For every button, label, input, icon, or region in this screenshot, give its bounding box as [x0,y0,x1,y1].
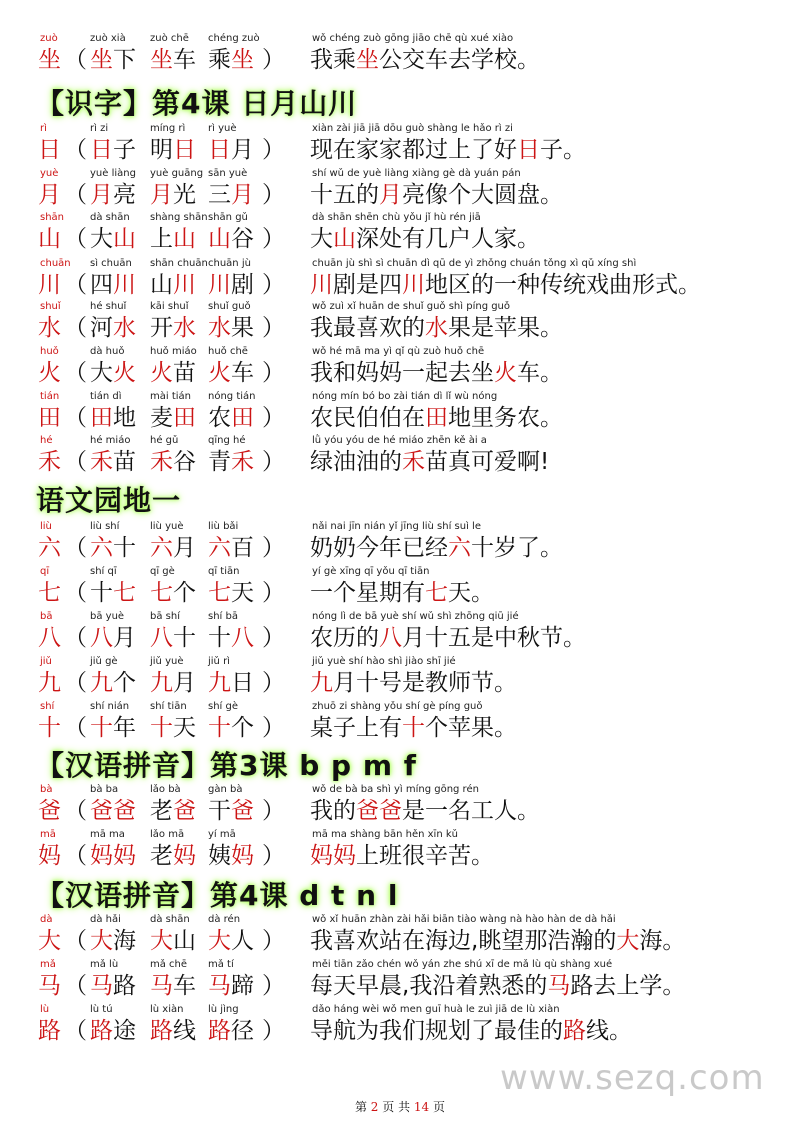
char-pinyin: rì [40,123,47,134]
word-pinyin: rì yuè [208,123,237,134]
word-pinyin: mǎ tí [208,959,234,970]
word-pinyin: huǒ miáo [150,346,197,357]
close-paren: ） [262,928,285,954]
sentence-pinyin: shí wǔ de yuè liàng xiàng gè dà yuán pán [312,168,521,179]
close-paren: ） [262,272,285,298]
close-paren: ） [262,973,285,999]
close-paren: ） [262,535,285,561]
open-paren: （ [64,670,87,696]
close-paren: ） [262,47,285,73]
char-pinyin: tián [40,391,60,402]
word-pinyin: rì zi [90,123,109,134]
open-paren: （ [64,449,87,475]
word-pinyin: lù xiàn [150,1004,184,1015]
word-pinyin: chuān jù [208,258,251,269]
char-hanzi: 七 [38,580,61,606]
char-pinyin: bā [40,611,53,622]
word-hanzi: 十八 [208,625,254,651]
word-hanzi: 大山 [150,928,196,954]
char-hanzi: 禾 [38,449,61,475]
word-hanzi: 马车 [150,973,196,999]
close-paren: ） [262,670,285,696]
site-watermark: www.sezq.com [500,1058,765,1098]
word-hanzi: 禾谷 [150,449,196,475]
open-paren: （ [64,1018,87,1044]
word-pinyin: zuò xià [90,33,126,44]
close-paren: ） [262,715,285,741]
word-hanzi: 坐车 [150,47,196,73]
word-hanzi: 姨妈 [208,843,254,869]
word-pinyin: tián dì [90,391,122,402]
word-hanzi: 四川 [90,272,136,298]
open-paren: （ [64,843,87,869]
footer-suffix: 页 [433,1100,446,1114]
close-paren: ） [262,625,285,651]
sentence-hanzi: 现在家家都过上了好日子。 [310,137,586,163]
char-hanzi: 月 [38,182,61,208]
sentence-pinyin: wǒ de bà ba shì yì míng gōng rén [312,784,479,795]
section-heading: 【汉语拼音】第4课 d t n l [36,879,399,912]
sentence-hanzi: 我最喜欢的水果是苹果。 [310,315,563,341]
open-paren: （ [64,715,87,741]
char-pinyin: lù [40,1004,50,1015]
word-hanzi: 六百 [208,535,254,561]
close-paren: ） [262,226,285,252]
sentence-hanzi: 导航为我们规划了最佳的路线。 [310,1018,632,1044]
open-paren: （ [64,405,87,431]
char-hanzi: 川 [38,272,61,298]
sentence-pinyin: wǒ xǐ huān zhàn zài hǎi biān tiào wàng nà hào hàn de dà hǎi [312,914,616,925]
word-hanzi: 马蹄 [208,973,254,999]
word-pinyin: shí bā [208,611,238,622]
close-paren: ） [262,1018,285,1044]
section-heading: 【识字】第4课 日月山川 [36,87,358,120]
close-paren: ） [262,580,285,606]
vocab-entry [0,828,800,872]
vocab-entry [0,565,800,609]
vocab-entry [0,122,800,166]
word-hanzi: 上山 [150,226,196,252]
sentence-pinyin: dà shān shēn chù yǒu jǐ hù rén jiā [312,212,481,223]
word-hanzi: 十个 [208,715,254,741]
word-pinyin: shān chuān [150,258,208,269]
word-pinyin: zuò chē [150,33,189,44]
sentence-pinyin: wǒ zuì xǐ huān de shuǐ guǒ shì píng guǒ [312,301,511,312]
close-paren: ） [262,137,285,163]
word-hanzi: 九个 [90,670,136,696]
word-hanzi: 路线 [150,1018,196,1044]
char-hanzi: 水 [38,315,61,341]
close-paren: ） [262,798,285,824]
word-pinyin: nóng tián [208,391,256,402]
open-paren: （ [64,798,87,824]
word-hanzi: 明日 [150,137,196,163]
word-pinyin: shuǐ guǒ [208,301,251,312]
char-hanzi: 十 [38,715,61,741]
word-pinyin: yuè liàng [90,168,136,179]
sentence-pinyin: chuān jù shì sì chuān dì qū de yì zhǒng chuán tǒng xì qǔ xíng shì [312,258,637,269]
vocab-entry [0,390,800,434]
word-hanzi: 九日 [208,670,254,696]
vocab-entry [0,520,800,564]
word-pinyin: qī tiān [208,566,240,577]
word-hanzi: 河水 [90,315,136,341]
page-number: 2 [370,1100,379,1114]
word-pinyin: dà shān [90,212,130,223]
word-hanzi: 山川 [150,272,196,298]
char-hanzi: 九 [38,670,61,696]
word-pinyin: mǎ chē [150,959,188,970]
sentence-hanzi: 农历的八月十五是中秋节。 [310,625,586,651]
word-hanzi: 八月 [90,625,136,651]
word-hanzi: 青禾 [208,449,254,475]
char-hanzi: 六 [38,535,61,561]
word-hanzi: 农田 [208,405,254,431]
sentence-pinyin: xiàn zài jiā jiā dōu guò shàng le hǎo rì zi [312,123,513,134]
word-hanzi: 大山 [90,226,136,252]
vocab-entry [0,32,800,76]
word-pinyin: mài tián [150,391,191,402]
char-hanzi: 火 [38,360,61,386]
word-pinyin: shí qī [90,566,117,577]
word-pinyin: gàn bà [208,784,243,795]
word-hanzi: 九月 [150,670,196,696]
footer-prefix: 第 [354,1100,367,1114]
word-hanzi: 三月 [208,182,254,208]
word-hanzi: 老爸 [150,798,196,824]
word-hanzi: 坐下 [90,47,136,73]
word-pinyin: hé shuǐ [90,301,127,312]
sentence-pinyin: zhuō zi shàng yǒu shí gè píng guǒ [312,701,483,712]
char-hanzi: 路 [38,1018,61,1044]
open-paren: （ [64,315,87,341]
sentence-pinyin: wǒ chéng zuò gōng jiāo chē qù xué xiào [312,33,514,44]
word-hanzi: 麦田 [150,405,196,431]
sentence-hanzi: 农民伯伯在田地里务农。 [310,405,563,431]
word-hanzi: 大人 [208,928,254,954]
close-paren: ） [262,843,285,869]
char-hanzi: 马 [38,973,61,999]
page-footer [0,1098,800,1115]
char-hanzi: 田 [38,405,61,431]
sentence-hanzi: 大山深处有几户人家。 [310,226,540,252]
sentence-hanzi: 十五的月亮像个大圆盘。 [310,182,563,208]
word-hanzi: 开水 [150,315,196,341]
word-pinyin: mǎ lù [90,959,119,970]
word-pinyin: bà ba [90,784,119,795]
word-pinyin: yuè guāng [150,168,204,179]
char-pinyin: zuò [40,33,58,44]
word-hanzi: 川剧 [208,272,254,298]
sentence-hanzi: 川剧是四川地区的一种传统戏曲形式。 [310,272,701,298]
word-pinyin: jiǔ rì [208,656,230,667]
word-hanzi: 日月 [208,137,254,163]
word-pinyin: lǎo bà [150,784,181,795]
open-paren: （ [64,272,87,298]
sentence-pinyin: dǎo háng wèi wǒ men guī huà le zuì jiā de lù xiàn [312,1004,560,1015]
word-hanzi: 月光 [150,182,196,208]
word-pinyin: liù yuè [150,521,184,532]
word-pinyin: bā yuè [90,611,125,622]
word-pinyin: huǒ chē [208,346,248,357]
vocab-entry [0,167,800,211]
char-pinyin: dà [40,914,53,925]
sentence-pinyin: jiǔ yuè shí hào shì jiào shī jié [312,656,456,667]
footer-middle: 页 共 [382,1100,411,1114]
sentence-pinyin: měi tiān zǎo chén wǒ yán zhe shú xī de mǎ lù qù shàng xué [312,959,613,970]
word-pinyin: qīng hé [208,435,246,446]
char-pinyin: shuǐ [40,301,61,312]
word-pinyin: hé miáo [90,435,131,446]
word-pinyin: dà huǒ [90,346,125,357]
word-hanzi: 十七 [90,580,136,606]
word-hanzi: 日子 [90,137,136,163]
word-pinyin: kāi shuǐ [150,301,189,312]
sentence-hanzi: 妈妈上班很辛苦。 [310,843,494,869]
word-pinyin: bā shí [150,611,180,622]
open-paren: （ [64,47,87,73]
word-pinyin: shí gè [208,701,239,712]
sentence-pinyin: lǜ yóu yóu de hé miáo zhēn kě ài a [312,435,487,446]
sentence-pinyin: yí gè xīng qī yǒu qī tiān [312,566,430,577]
close-paren: ） [262,405,285,431]
sentence-pinyin: nóng mín bó bo zài tián dì lǐ wù nóng [312,391,498,402]
word-pinyin: lǎo mā [150,829,185,840]
word-pinyin: míng rì [150,123,186,134]
char-hanzi: 坐 [38,47,61,73]
sentence-hanzi: 我的爸爸是一名工人。 [310,798,540,824]
sentence-hanzi: 每天早晨,我沿着熟悉的马路去上学。 [310,973,686,999]
vocab-entry [0,257,800,301]
vocab-entry [0,783,800,827]
word-pinyin: shān gǔ [208,212,248,223]
char-hanzi: 山 [38,226,61,252]
char-pinyin: huǒ [40,346,59,357]
word-pinyin: mā ma [90,829,125,840]
word-pinyin: sān yuè [208,168,248,179]
word-hanzi: 爸爸 [90,798,136,824]
word-hanzi: 大火 [90,360,136,386]
word-hanzi: 月亮 [90,182,136,208]
word-pinyin: yí mā [208,829,236,840]
open-paren: （ [64,137,87,163]
vocab-entry [0,1003,800,1047]
vocab-entry [0,345,800,389]
word-hanzi: 干爸 [208,798,254,824]
word-pinyin: lù jìng [208,1004,239,1015]
word-hanzi: 火苗 [150,360,196,386]
char-hanzi: 妈 [38,843,61,869]
open-paren: （ [64,625,87,651]
word-pinyin: dà rén [208,914,241,925]
char-pinyin: shān [40,212,65,223]
close-paren: ） [262,182,285,208]
char-pinyin: shí [40,701,55,712]
word-hanzi: 禾苗 [90,449,136,475]
word-hanzi: 田地 [90,405,136,431]
word-pinyin: chéng zuò [208,33,260,44]
word-pinyin: jiǔ gè [90,656,118,667]
open-paren: （ [64,973,87,999]
word-hanzi: 水果 [208,315,254,341]
word-pinyin: shàng shān [150,212,208,223]
word-hanzi: 妈妈 [90,843,136,869]
vocab-entry [0,211,800,255]
section-heading: 【汉语拼音】第3课 b p m f [36,749,417,782]
section-heading: 语文园地一 [36,484,182,517]
close-paren: ） [262,360,285,386]
word-hanzi: 老妈 [150,843,196,869]
word-pinyin: liù shí [90,521,120,532]
word-hanzi: 火车 [208,360,254,386]
char-hanzi: 爸 [38,798,61,824]
word-hanzi: 十天 [150,715,196,741]
char-pinyin: yuè [40,168,59,179]
open-paren: （ [64,535,87,561]
word-pinyin: dà shān [150,914,190,925]
char-pinyin: mǎ [40,959,56,970]
sentence-pinyin: mā ma shàng bān hěn xīn kǔ [312,829,458,840]
sentence-hanzi: 一个星期有七天。 [310,580,494,606]
page-total: 14 [413,1100,430,1114]
close-paren: ） [262,315,285,341]
char-pinyin: liù [40,521,52,532]
sentence-hanzi: 九月十号是教师节。 [310,670,517,696]
word-hanzi: 马路 [90,973,136,999]
sentence-hanzi: 奶奶今年已经六十岁了。 [310,535,563,561]
vocab-entry [0,913,800,957]
sentence-pinyin: nǎi nai jīn nián yǐ jīng liù shí suì le [312,521,481,532]
word-hanzi: 乘坐 [208,47,254,73]
word-hanzi: 七天 [208,580,254,606]
open-paren: （ [64,182,87,208]
sentence-hanzi: 桌子上有十个苹果。 [310,715,517,741]
word-hanzi: 七个 [150,580,196,606]
sentence-hanzi: 我乘坐公交车去学校。 [310,47,540,73]
sentence-hanzi: 我和妈妈一起去坐火车。 [310,360,563,386]
word-pinyin: shí nián [90,701,130,712]
word-hanzi: 路径 [208,1018,254,1044]
open-paren: （ [64,226,87,252]
open-paren: （ [64,360,87,386]
sentence-hanzi: 绿油油的禾苗真可爱啊! [310,449,550,475]
open-paren: （ [64,580,87,606]
word-pinyin: jiǔ yuè [150,656,184,667]
word-hanzi: 六月 [150,535,196,561]
word-hanzi: 十年 [90,715,136,741]
char-pinyin: mā [40,829,56,840]
char-pinyin: hé [40,435,53,446]
vocab-entry [0,655,800,699]
open-paren: （ [64,928,87,954]
close-paren: ） [262,449,285,475]
vocab-entry [0,700,800,744]
char-hanzi: 八 [38,625,61,651]
word-pinyin: sì chuān [90,258,132,269]
sentence-pinyin: wǒ hé mā ma yì qǐ qù zuò huǒ chē [312,346,485,357]
word-pinyin: hé gǔ [150,435,179,446]
vocab-entry [0,300,800,344]
word-pinyin: dà hǎi [90,914,121,925]
word-hanzi: 八十 [150,625,196,651]
char-hanzi: 大 [38,928,61,954]
word-pinyin: lù tú [90,1004,113,1015]
word-pinyin: liù bǎi [208,521,239,532]
word-hanzi: 路途 [90,1018,136,1044]
word-hanzi: 六十 [90,535,136,561]
vocab-entry [0,958,800,1002]
char-pinyin: chuān [40,258,71,269]
sentence-pinyin: nóng lì de bā yuè shí wǔ shì zhōng qiū jié [312,611,519,622]
vocab-entry [0,610,800,654]
char-pinyin: jiǔ [40,656,52,667]
char-hanzi: 日 [38,137,61,163]
char-pinyin: bà [40,784,53,795]
char-pinyin: qī [40,566,50,577]
word-hanzi: 山谷 [208,226,254,252]
word-pinyin: shí tiān [150,701,187,712]
sentence-hanzi: 我喜欢站在海边,眺望那浩瀚的大海。 [310,928,686,954]
vocab-entry [0,434,800,478]
word-hanzi: 大海 [90,928,136,954]
word-pinyin: qī gè [150,566,175,577]
